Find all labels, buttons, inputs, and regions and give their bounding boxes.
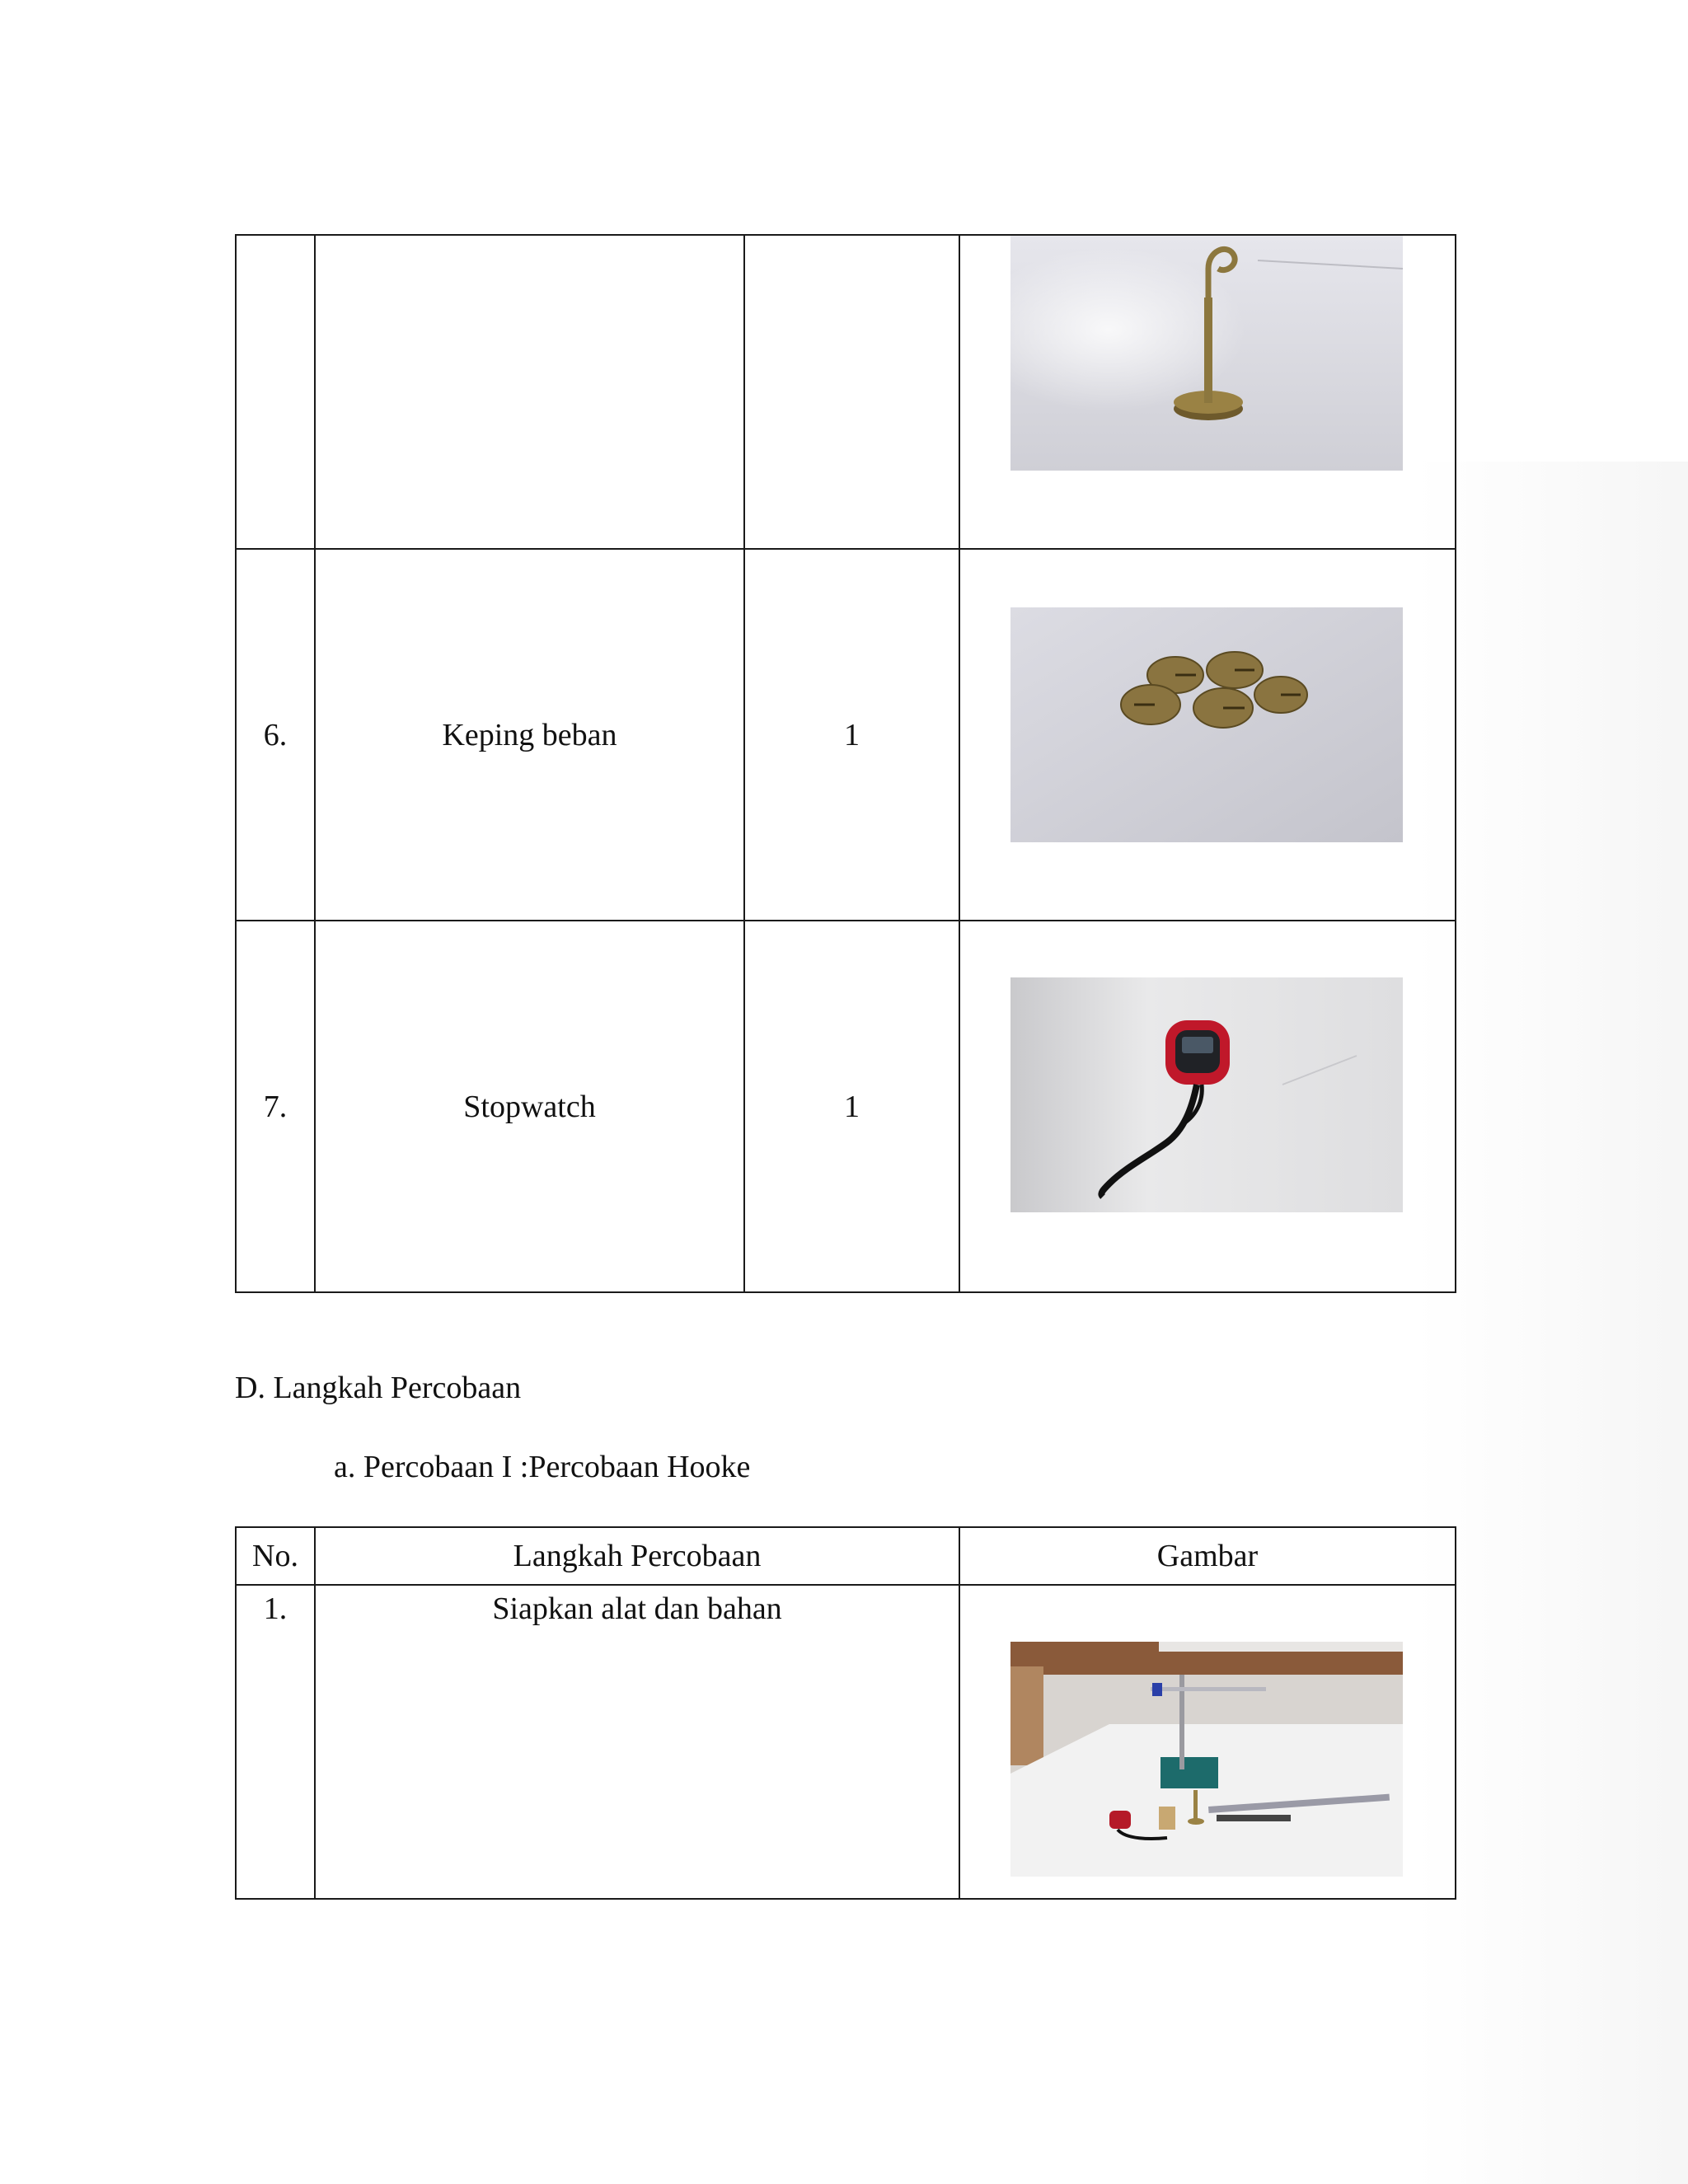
table-header-row [236, 1527, 1456, 1585]
equipment-image-cell [959, 921, 1456, 1292]
step-image-cell [959, 1585, 1456, 1899]
equipment-image-cell [959, 549, 1456, 921]
table-row [236, 549, 1456, 921]
step-number-text: 1. [263, 1591, 288, 1626]
equipment-name: Keping beban [315, 549, 744, 921]
section-heading: D. Langkah Percobaan [235, 1371, 522, 1405]
column-header-no: No. [236, 1527, 315, 1585]
table-row [236, 921, 1456, 1292]
table-row [236, 1585, 1456, 1899]
weight-hanger-photo [1010, 236, 1403, 471]
row-number: 6. [236, 549, 315, 921]
step-description [315, 1585, 959, 1899]
step-description-text: Siapkan alat dan bahan [492, 1591, 782, 1626]
step-number [236, 1585, 315, 1899]
section-subheading: a. Percobaan I :Percobaan Hooke [334, 1450, 751, 1484]
table-row [236, 235, 1456, 549]
slotted-weights-photo [1010, 607, 1403, 842]
page-shadow [1416, 462, 1688, 2184]
equipment-quantity: 1 [744, 921, 959, 1292]
apparatus-setup-photo [1010, 1642, 1403, 1877]
column-header-image: Gambar [959, 1527, 1456, 1585]
row-number [236, 235, 315, 549]
row-number: 7. [236, 921, 315, 1292]
equipment-table [235, 234, 1456, 1293]
equipment-quantity: 1 [744, 549, 959, 921]
equipment-image-cell [959, 235, 1456, 549]
equipment-name [315, 235, 744, 549]
equipment-quantity [744, 235, 959, 549]
equipment-name: Stopwatch [315, 921, 744, 1292]
column-header-step: Langkah Percobaan [315, 1527, 959, 1585]
steps-table [235, 1526, 1456, 1900]
stopwatch-photo [1010, 977, 1403, 1212]
